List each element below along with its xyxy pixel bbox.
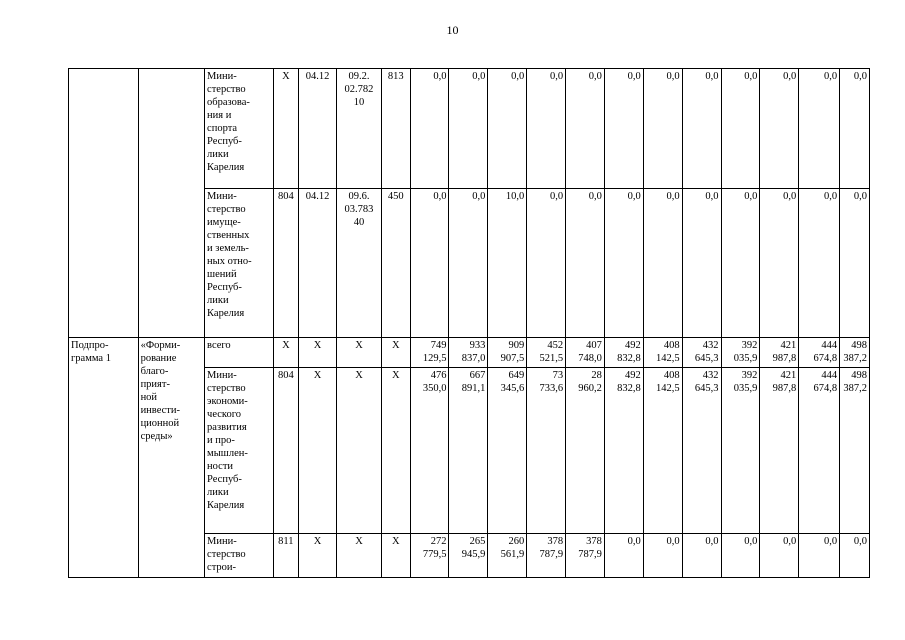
value-cell xyxy=(527,69,566,189)
value-cell xyxy=(410,368,449,534)
value-cell xyxy=(643,338,682,368)
value-cell-line: 907,5 xyxy=(500,353,525,364)
value-cell-line: 378 xyxy=(586,536,602,547)
value-cell xyxy=(449,69,488,189)
value-cell-line: 73 xyxy=(552,370,564,381)
name-cell-line: рование xyxy=(140,353,177,364)
vr-cell xyxy=(381,69,410,189)
executor-cell-line: ственных xyxy=(207,230,250,241)
value-cell xyxy=(488,368,527,534)
status-cell xyxy=(69,338,139,578)
value-cell xyxy=(410,338,449,368)
value-cell-line: 421 xyxy=(780,370,797,381)
name-cell-line: «Форми- xyxy=(140,340,181,351)
executor-cell-line: имуще- xyxy=(207,217,241,228)
value-cell xyxy=(840,534,870,578)
executor-cell-line: мышлен- xyxy=(207,448,248,459)
value-cell-line: 0,0 xyxy=(472,191,486,202)
executor-cell-line: Респуб- xyxy=(207,282,242,293)
value-cell-line: 909 xyxy=(508,340,525,351)
value-cell-line: 649 xyxy=(508,370,525,381)
grbs-cell xyxy=(273,338,299,368)
rzpr-cell-line: 04.12 xyxy=(305,191,330,202)
executor-cell-line: ния и xyxy=(207,110,232,121)
value-cell xyxy=(488,69,527,189)
executor-cell-line: Карелия xyxy=(207,308,245,319)
value-cell-line: 387,2 xyxy=(843,353,867,364)
executor-cell-line: лики xyxy=(207,149,229,160)
value-cell-line: 476 xyxy=(430,370,447,381)
value-cell xyxy=(799,189,840,338)
value-cell-line: 748,0 xyxy=(578,353,602,364)
table-row xyxy=(69,338,870,368)
value-cell-line: 407 xyxy=(586,340,602,351)
value-cell xyxy=(449,189,488,338)
value-cell-line: 733,6 xyxy=(539,383,564,394)
value-cell-line: 378 xyxy=(547,536,564,547)
value-cell xyxy=(566,368,605,534)
value-cell-line: 0,0 xyxy=(744,71,758,82)
csr-cell-line: 40 xyxy=(353,217,365,228)
value-cell-line: 0,0 xyxy=(549,191,564,202)
executor-cell-line: спорта xyxy=(207,123,238,134)
value-cell-line: 832,8 xyxy=(617,353,641,364)
value-cell xyxy=(643,534,682,578)
value-cell xyxy=(488,534,527,578)
value-cell-line: 444 xyxy=(821,370,838,381)
value-cell-line: 0,0 xyxy=(511,71,525,82)
executor-cell-line: ных отно- xyxy=(207,256,252,267)
value-cell-line: 779,5 xyxy=(422,549,447,560)
value-cell xyxy=(721,368,760,534)
value-cell-line: 0,0 xyxy=(744,536,758,547)
executor-cell-line: шений xyxy=(207,269,237,280)
value-cell xyxy=(566,338,605,368)
value-cell-line: 265 xyxy=(469,536,486,547)
value-cell xyxy=(643,69,682,189)
value-cell xyxy=(566,534,605,578)
value-cell-line: 498 xyxy=(851,340,867,351)
executor-cell-line: стерство xyxy=(207,549,246,560)
csr-cell-line: 09.6. xyxy=(348,191,370,202)
value-cell-line: 987,8 xyxy=(772,383,797,394)
value-cell xyxy=(682,534,721,578)
name-cell xyxy=(138,69,204,338)
csr-cell-line: 03.783 xyxy=(344,204,374,215)
value-cell-line: 0,0 xyxy=(549,71,564,82)
name-cell xyxy=(138,338,204,578)
value-cell-line: 392 xyxy=(741,370,758,381)
value-cell-line: 408 xyxy=(663,370,680,381)
csr-cell xyxy=(336,338,381,368)
name-cell-line: среды» xyxy=(140,431,173,442)
value-cell xyxy=(799,534,840,578)
value-cell xyxy=(799,368,840,534)
csr-cell-line: 09.2. xyxy=(348,71,370,82)
executor-cell-line: и земель- xyxy=(207,243,249,254)
value-cell xyxy=(682,189,721,338)
value-cell xyxy=(760,189,799,338)
vr-cell xyxy=(381,368,410,534)
executor-cell-line: Карелия xyxy=(207,500,245,511)
value-cell-line: 674,8 xyxy=(813,383,838,394)
grbs-cell xyxy=(273,534,299,578)
value-cell-line: 0,0 xyxy=(627,191,641,202)
value-cell xyxy=(760,338,799,368)
value-cell xyxy=(643,368,682,534)
rzpr-cell xyxy=(299,69,337,189)
value-cell xyxy=(527,338,566,368)
grbs-cell xyxy=(273,368,299,534)
value-cell-line: 129,5 xyxy=(422,353,447,364)
value-cell-line: 933 xyxy=(469,340,486,351)
value-cell-line: 035,9 xyxy=(733,353,758,364)
csr-cell-line: Х xyxy=(355,340,363,351)
value-cell-line: 345,6 xyxy=(500,383,525,394)
value-cell xyxy=(449,534,488,578)
grbs-cell-line: 811 xyxy=(278,536,294,547)
value-cell xyxy=(410,189,449,338)
executor-cell xyxy=(205,338,274,368)
table-row xyxy=(69,69,870,189)
value-cell-line: 0,0 xyxy=(627,71,641,82)
value-cell-line: 0,0 xyxy=(783,191,797,202)
value-cell-line: 0,0 xyxy=(853,71,867,82)
value-cell-line: 945,9 xyxy=(461,549,486,560)
budget-table xyxy=(68,68,870,578)
status-cell xyxy=(69,69,139,338)
value-cell-line: 0,0 xyxy=(472,71,486,82)
rzpr-cell xyxy=(299,338,337,368)
value-cell xyxy=(682,338,721,368)
value-cell-line: 960,2 xyxy=(578,383,602,394)
executor-cell xyxy=(205,69,274,189)
grbs-cell xyxy=(273,69,299,189)
value-cell xyxy=(840,69,870,189)
name-cell-line: благо- xyxy=(140,366,169,377)
vr-cell-line: Х xyxy=(392,370,400,381)
executor-cell-line: ческого xyxy=(207,409,242,420)
value-cell-line: 749 xyxy=(430,340,447,351)
value-cell-line: 667 xyxy=(469,370,486,381)
value-cell-line: 387,2 xyxy=(843,383,867,394)
executor-cell-line: ности xyxy=(207,461,234,472)
value-cell xyxy=(604,69,643,189)
value-cell-line: 787,9 xyxy=(539,549,564,560)
name-cell-line: ционной xyxy=(140,418,180,429)
rzpr-cell xyxy=(299,534,337,578)
executor-cell xyxy=(205,534,274,578)
value-cell-line: 0,0 xyxy=(783,536,797,547)
value-cell-line: 0,0 xyxy=(588,191,602,202)
value-cell-line: 142,5 xyxy=(656,353,680,364)
value-cell-line: 0,0 xyxy=(705,71,719,82)
value-cell-line: 0,0 xyxy=(824,536,838,547)
value-cell-line: 272 xyxy=(430,536,447,547)
value-cell xyxy=(566,69,605,189)
value-cell xyxy=(566,189,605,338)
value-cell-line: 0,0 xyxy=(744,191,758,202)
value-cell-line: 498 xyxy=(851,370,867,381)
value-cell-line: 0,0 xyxy=(666,71,680,82)
rzpr-cell-line: 04.12 xyxy=(305,71,330,82)
value-cell xyxy=(760,368,799,534)
csr-cell-line: 02.782 xyxy=(344,84,374,95)
value-cell-line: 561,9 xyxy=(500,549,525,560)
executor-cell-line: лики xyxy=(207,295,229,306)
value-cell xyxy=(840,189,870,338)
value-cell xyxy=(410,534,449,578)
value-cell xyxy=(449,338,488,368)
name-cell-line: ной xyxy=(140,392,158,403)
csr-cell-line: 10 xyxy=(353,97,365,108)
value-cell xyxy=(799,69,840,189)
vr-cell xyxy=(381,189,410,338)
value-cell-line: 891,1 xyxy=(461,383,486,394)
value-cell-line: 0,0 xyxy=(824,191,838,202)
value-cell-line: 432 xyxy=(702,370,719,381)
value-cell-line: 142,5 xyxy=(656,383,680,394)
value-cell xyxy=(527,368,566,534)
executor-cell-line: лики xyxy=(207,487,229,498)
value-cell-line: 0,0 xyxy=(824,71,838,82)
status-cell-line: грамма 1 xyxy=(71,353,111,364)
rzpr-cell-line: Х xyxy=(313,536,322,547)
vr-cell-line: Х xyxy=(392,536,400,547)
vr-cell-line: 450 xyxy=(387,191,404,202)
grbs-cell-line: Х xyxy=(282,340,290,351)
value-cell-line: 645,3 xyxy=(694,383,719,394)
value-cell-line: 10,0 xyxy=(505,191,525,202)
value-cell-line: 0,0 xyxy=(666,536,680,547)
grbs-cell-line: 804 xyxy=(277,191,294,202)
status-cell-line: Подпро- xyxy=(71,340,109,351)
value-cell xyxy=(760,69,799,189)
value-cell-line: 0,0 xyxy=(433,71,447,82)
value-cell xyxy=(643,189,682,338)
value-cell xyxy=(721,338,760,368)
csr-cell xyxy=(336,368,381,534)
executor-cell-line: и про- xyxy=(207,435,235,446)
rzpr-cell-line: Х xyxy=(313,340,322,351)
value-cell-line: 521,5 xyxy=(539,353,564,364)
value-cell-line: 421 xyxy=(780,340,797,351)
value-cell-line: 432 xyxy=(702,340,719,351)
value-cell xyxy=(604,368,643,534)
value-cell-line: 0,0 xyxy=(783,71,797,82)
value-cell xyxy=(760,534,799,578)
value-cell xyxy=(410,69,449,189)
executor-cell-line: Мини- xyxy=(207,191,237,202)
name-cell-line: инвести- xyxy=(140,405,180,416)
value-cell xyxy=(721,189,760,338)
value-cell-line: 787,9 xyxy=(578,549,602,560)
csr-cell-line: Х xyxy=(355,370,363,381)
vr-cell-line: 813 xyxy=(387,71,404,82)
value-cell-line: 987,8 xyxy=(772,353,797,364)
value-cell xyxy=(604,189,643,338)
executor-cell xyxy=(205,368,274,534)
grbs-cell-line: Х xyxy=(282,71,290,82)
value-cell xyxy=(527,189,566,338)
executor-cell-line: стерство xyxy=(207,84,246,95)
executor-cell-line: Карелия xyxy=(207,162,245,173)
value-cell-line: 0,0 xyxy=(705,536,719,547)
value-cell-line: 392 xyxy=(741,340,758,351)
value-cell-line: 260 xyxy=(508,536,525,547)
value-cell xyxy=(682,368,721,534)
value-cell-line: 837,0 xyxy=(461,353,486,364)
csr-cell xyxy=(336,69,381,189)
page-number: 10 xyxy=(446,23,459,37)
value-cell xyxy=(799,338,840,368)
value-cell-line: 035,9 xyxy=(733,383,758,394)
executor-cell-line: экономи- xyxy=(207,396,248,407)
value-cell xyxy=(682,69,721,189)
vr-cell-line: Х xyxy=(392,340,400,351)
value-cell-line: 0,0 xyxy=(853,191,867,202)
value-cell xyxy=(449,368,488,534)
value-cell-line: 0,0 xyxy=(433,191,447,202)
executor-cell-line: Мини- xyxy=(207,536,237,547)
value-cell-line: 0,0 xyxy=(588,71,602,82)
value-cell-line: 350,0 xyxy=(422,383,447,394)
vr-cell xyxy=(381,534,410,578)
value-cell-line: 492 xyxy=(625,370,641,381)
executor-cell-line: Респуб- xyxy=(207,474,242,485)
grbs-cell-line: 804 xyxy=(277,370,294,381)
rzpr-cell xyxy=(299,189,337,338)
vr-cell xyxy=(381,338,410,368)
value-cell-line: 0,0 xyxy=(853,536,867,547)
executor-cell-line: образова- xyxy=(207,97,250,108)
value-cell xyxy=(840,338,870,368)
value-cell-line: 408 xyxy=(663,340,680,351)
csr-cell xyxy=(336,534,381,578)
value-cell xyxy=(488,338,527,368)
value-cell xyxy=(721,534,760,578)
value-cell-line: 28 xyxy=(591,370,602,381)
value-cell-line: 0,0 xyxy=(705,191,719,202)
value-cell xyxy=(721,69,760,189)
value-cell-line: 0,0 xyxy=(666,191,680,202)
value-cell-line: 452 xyxy=(547,340,564,351)
executor-cell xyxy=(205,189,274,338)
executor-cell-line: Мини- xyxy=(207,71,237,82)
name-cell-line: прият- xyxy=(140,379,170,390)
value-cell xyxy=(604,534,643,578)
value-cell-line: 832,8 xyxy=(617,383,641,394)
value-cell xyxy=(527,534,566,578)
value-cell-line: 492 xyxy=(625,340,641,351)
rzpr-cell xyxy=(299,368,337,534)
rzpr-cell-line: Х xyxy=(313,370,322,381)
executor-cell-line: всего xyxy=(207,340,231,351)
csr-cell xyxy=(336,189,381,338)
csr-cell-line: Х xyxy=(355,536,363,547)
executor-cell-line: Мини- xyxy=(207,370,237,381)
value-cell-line: 674,8 xyxy=(813,353,838,364)
value-cell-line: 0,0 xyxy=(627,536,641,547)
executor-cell-line: стерство xyxy=(207,383,246,394)
value-cell xyxy=(488,189,527,338)
value-cell xyxy=(604,338,643,368)
value-cell-line: 444 xyxy=(821,340,838,351)
grbs-cell xyxy=(273,189,299,338)
value-cell xyxy=(840,368,870,534)
value-cell-line: 645,3 xyxy=(694,353,719,364)
executor-cell-line: стерство xyxy=(207,204,246,215)
executor-cell-line: Респуб- xyxy=(207,136,242,147)
executor-cell-line: строи- xyxy=(207,562,237,573)
executor-cell-line: развития xyxy=(207,422,247,433)
